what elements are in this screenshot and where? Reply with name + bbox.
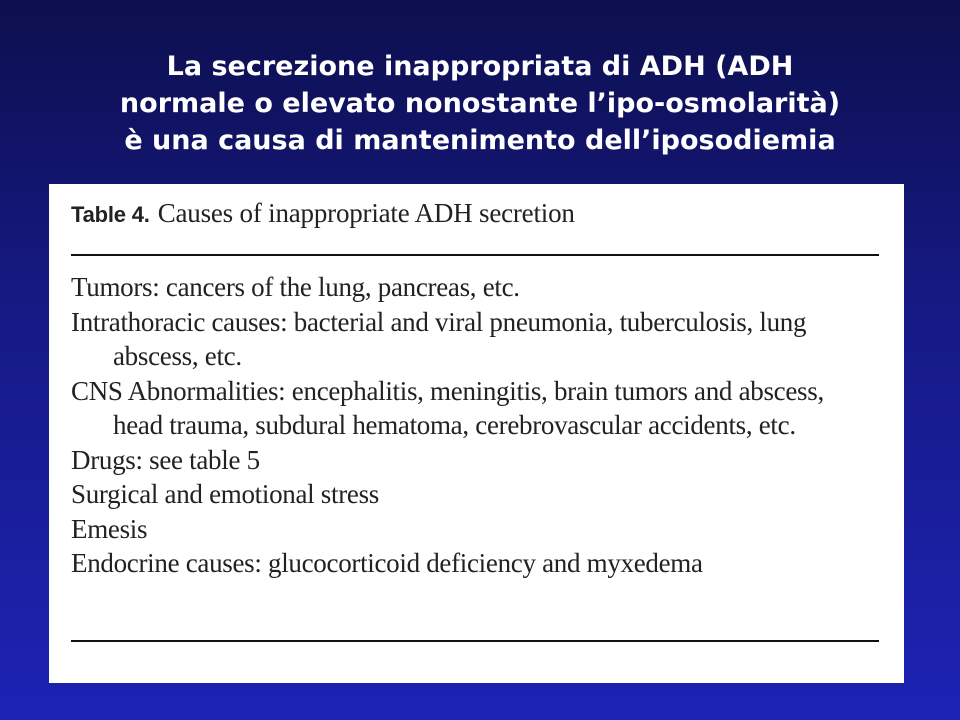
cause-item-intrathoracic: Intrathoracic causes: bacterial and viral pneumonia, tuberculosis, lung abscess, etc. <box>71 306 807 371</box>
cause-item-drugs: Drugs: see table 5 <box>71 444 260 475</box>
table-top-rule <box>71 254 879 256</box>
cause-item-cns: CNS Abnormalities: encephalitis, meningitis, brain tumors and abscess, head trauma, subdural hematoma, cerebrovascular accidents, etc. <box>71 375 824 440</box>
slide-title-line: è una causa di mantenimento dell’iposodiemia <box>124 125 836 156</box>
cause-item-tumors: Tumors: cancers of the lung, pancreas, etc. <box>71 272 520 302</box>
cause-item-stress: Surgical and emotional stress <box>71 479 379 509</box>
cause-item-emesis: Emesis <box>71 513 148 544</box>
causes-list <box>71 270 879 581</box>
slide-title <box>20 48 940 159</box>
cause-item-endocrine: Endocrine causes: glucocorticoid deficiency and myxedema <box>71 548 703 578</box>
table-bottom-rule <box>71 640 879 642</box>
table-caption <box>71 198 575 229</box>
slide-title-line: normale o elevato nonostante l’ipo-osmolarità) <box>119 88 841 119</box>
table-number: Table 4. <box>71 202 150 227</box>
slide-title-line: La secrezione inappropriata di ADH (ADH <box>166 51 794 82</box>
table-image-panel <box>49 184 904 683</box>
table-caption-text: Causes of inappropriate ADH secretion <box>157 198 575 228</box>
